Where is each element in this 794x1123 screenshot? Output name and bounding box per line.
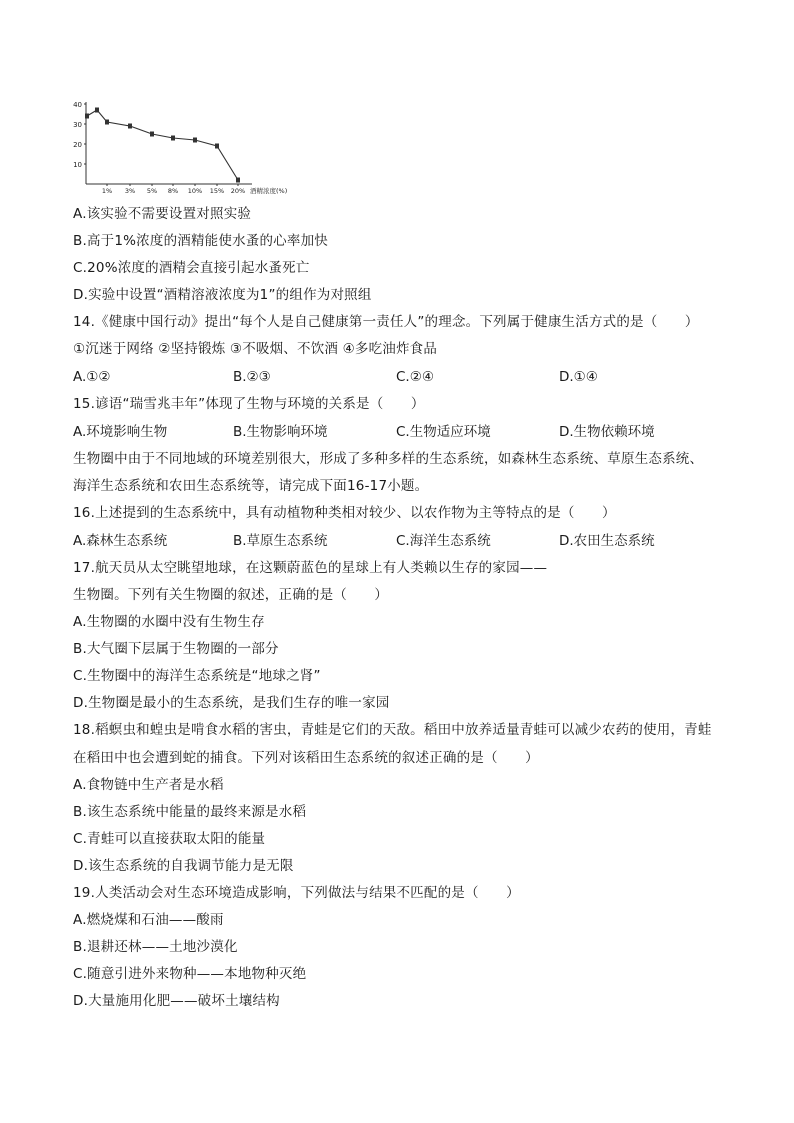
q17-option-d: D.生物圈是最小的生态系统，是我们生存的唯一家园: [73, 695, 390, 711]
q14-option-b: B.②③: [233, 369, 271, 385]
q14-option-c: C.②④: [396, 369, 434, 385]
q16-option-c: C.海洋生态系统: [396, 533, 491, 549]
q13-option-c: C.20%浓度的酒精会直接引起水蚤死亡: [73, 260, 310, 276]
data-point: [193, 138, 197, 143]
q15-option-c: C.生物适应环境: [396, 424, 491, 440]
q13-option-a: A.该实验不需要设置对照实验: [73, 206, 252, 222]
q15-option-a: A.环境影响生物: [73, 424, 168, 440]
x-tick-label: 8%: [167, 187, 179, 195]
y-tick-label: 10: [73, 161, 82, 169]
q14-option-a: A.①②: [73, 369, 111, 385]
data-point: [171, 136, 175, 141]
y-tick-label: 20: [73, 141, 82, 149]
q16-option-b: B.草原生态系统: [233, 533, 328, 549]
q15-stem: 15.谚语“瑞雪兆丰年”体现了生物与环境的关系是（ ）: [73, 396, 425, 412]
data-point: [150, 132, 154, 137]
data-point: [85, 114, 89, 119]
x-tick-label: 10%: [187, 187, 203, 195]
x-tick-label: 3%: [124, 187, 136, 195]
x-tick-label: 20%: [230, 187, 246, 195]
q15-option-d: D.生物依赖环境: [559, 424, 655, 440]
passage-line-2: 海洋生态系统和农田生态系统等，请完成下面16-17小题。: [73, 478, 429, 494]
q16-option-a: A.森林生态系统: [73, 533, 168, 549]
passage-line-1: 生物圈中由于不同地域的环境差别很大，形成了多种多样的生态系统，如森林生态系统、草原生态系统、: [73, 451, 704, 467]
q19-option-b: B.退耕还林——土地沙漠化: [73, 939, 238, 955]
data-point: [215, 144, 219, 149]
q13-option-b: B.高于1%浓度的酒精能使水蚤的心率加快: [73, 233, 328, 249]
q14-option-d: D.①④: [559, 369, 598, 385]
x-tick-label: 5%: [146, 187, 158, 195]
x-tick-label: 1%: [101, 187, 113, 195]
q13-option-d: D.实验中设置“酒精溶液浓度为1”的组作为对照组: [73, 287, 372, 303]
q18-option-b: B.该生态系统中能量的最终来源是水稻: [73, 804, 307, 820]
data-point: [105, 120, 109, 125]
y-tick-label: 30: [73, 121, 82, 129]
q14-stem: 14.《健康中国行动》提出“每个人是自己健康第一责任人”的理念。下列属于健康生活方式的是（ ）: [73, 314, 699, 330]
q17-stem-line-2: 生物圈。下列有关生物圈的叙述，正确的是（ ）: [73, 587, 389, 603]
q14-items: ①沉迷于网络 ②坚持锻炼 ③不吸烟、不饮酒 ④多吃油炸食品: [73, 341, 438, 357]
q18-stem-line-2: 在稻田中也会遭到蛇的捕食。下列对该稻田生态系统的叙述正确的是（ ）: [73, 750, 539, 766]
q17-option-a: A.生物圈的水圈中没有生物生存: [73, 614, 265, 630]
q19-stem: 19.人类活动会对生态环境造成影响，下列做法与结果不匹配的是（ ）: [73, 885, 520, 901]
alcohol-heart-rate-chart: [66, 96, 306, 196]
data-point: [128, 124, 132, 129]
q15-option-b: B.生物影响环境: [233, 424, 328, 440]
q17-stem-line-1: 17.航天员从太空眺望地球，在这颗蔚蓝色的星球上有人类赖以生存的家园——: [73, 560, 548, 576]
q18-stem-line-1: 18.稻螟虫和蝗虫是啃食水稻的害虫，青蛙是它们的天敌。稻田中放养适量青蛙可以减少农药的使用，青蛙: [73, 722, 712, 738]
q19-option-a: A.燃烧煤和石油——酸雨: [73, 912, 224, 928]
q19-option-c: C.随意引进外来物种——本地物种灭绝: [73, 966, 307, 982]
x-tick-label: 15%: [209, 187, 225, 195]
q19-option-d: D.大量施用化肥——破坏土壤结构: [73, 993, 280, 1009]
q16-option-d: D.农田生态系统: [559, 533, 655, 549]
y-tick-label: 40: [73, 101, 82, 109]
x-axis-label: 酒精浓度(%): [250, 187, 288, 195]
data-point: [236, 178, 240, 183]
data-point: [95, 108, 99, 113]
q18-option-c: C.青蛙可以直接获取太阳的能量: [73, 831, 266, 847]
q16-stem: 16.上述提到的生态系统中，具有动植物种类相对较少、以农作物为主等特点的是（ ）: [73, 505, 616, 521]
q17-option-c: C.生物圈中的海洋生态系统是“地球之肾”: [73, 668, 321, 684]
q18-option-a: A.食物链中生产者是水稻: [73, 777, 224, 793]
q17-option-b: B.大气圈下层属于生物圈的一部分: [73, 641, 279, 657]
q18-option-d: D.该生态系统的自我调节能力是无限: [73, 858, 294, 874]
